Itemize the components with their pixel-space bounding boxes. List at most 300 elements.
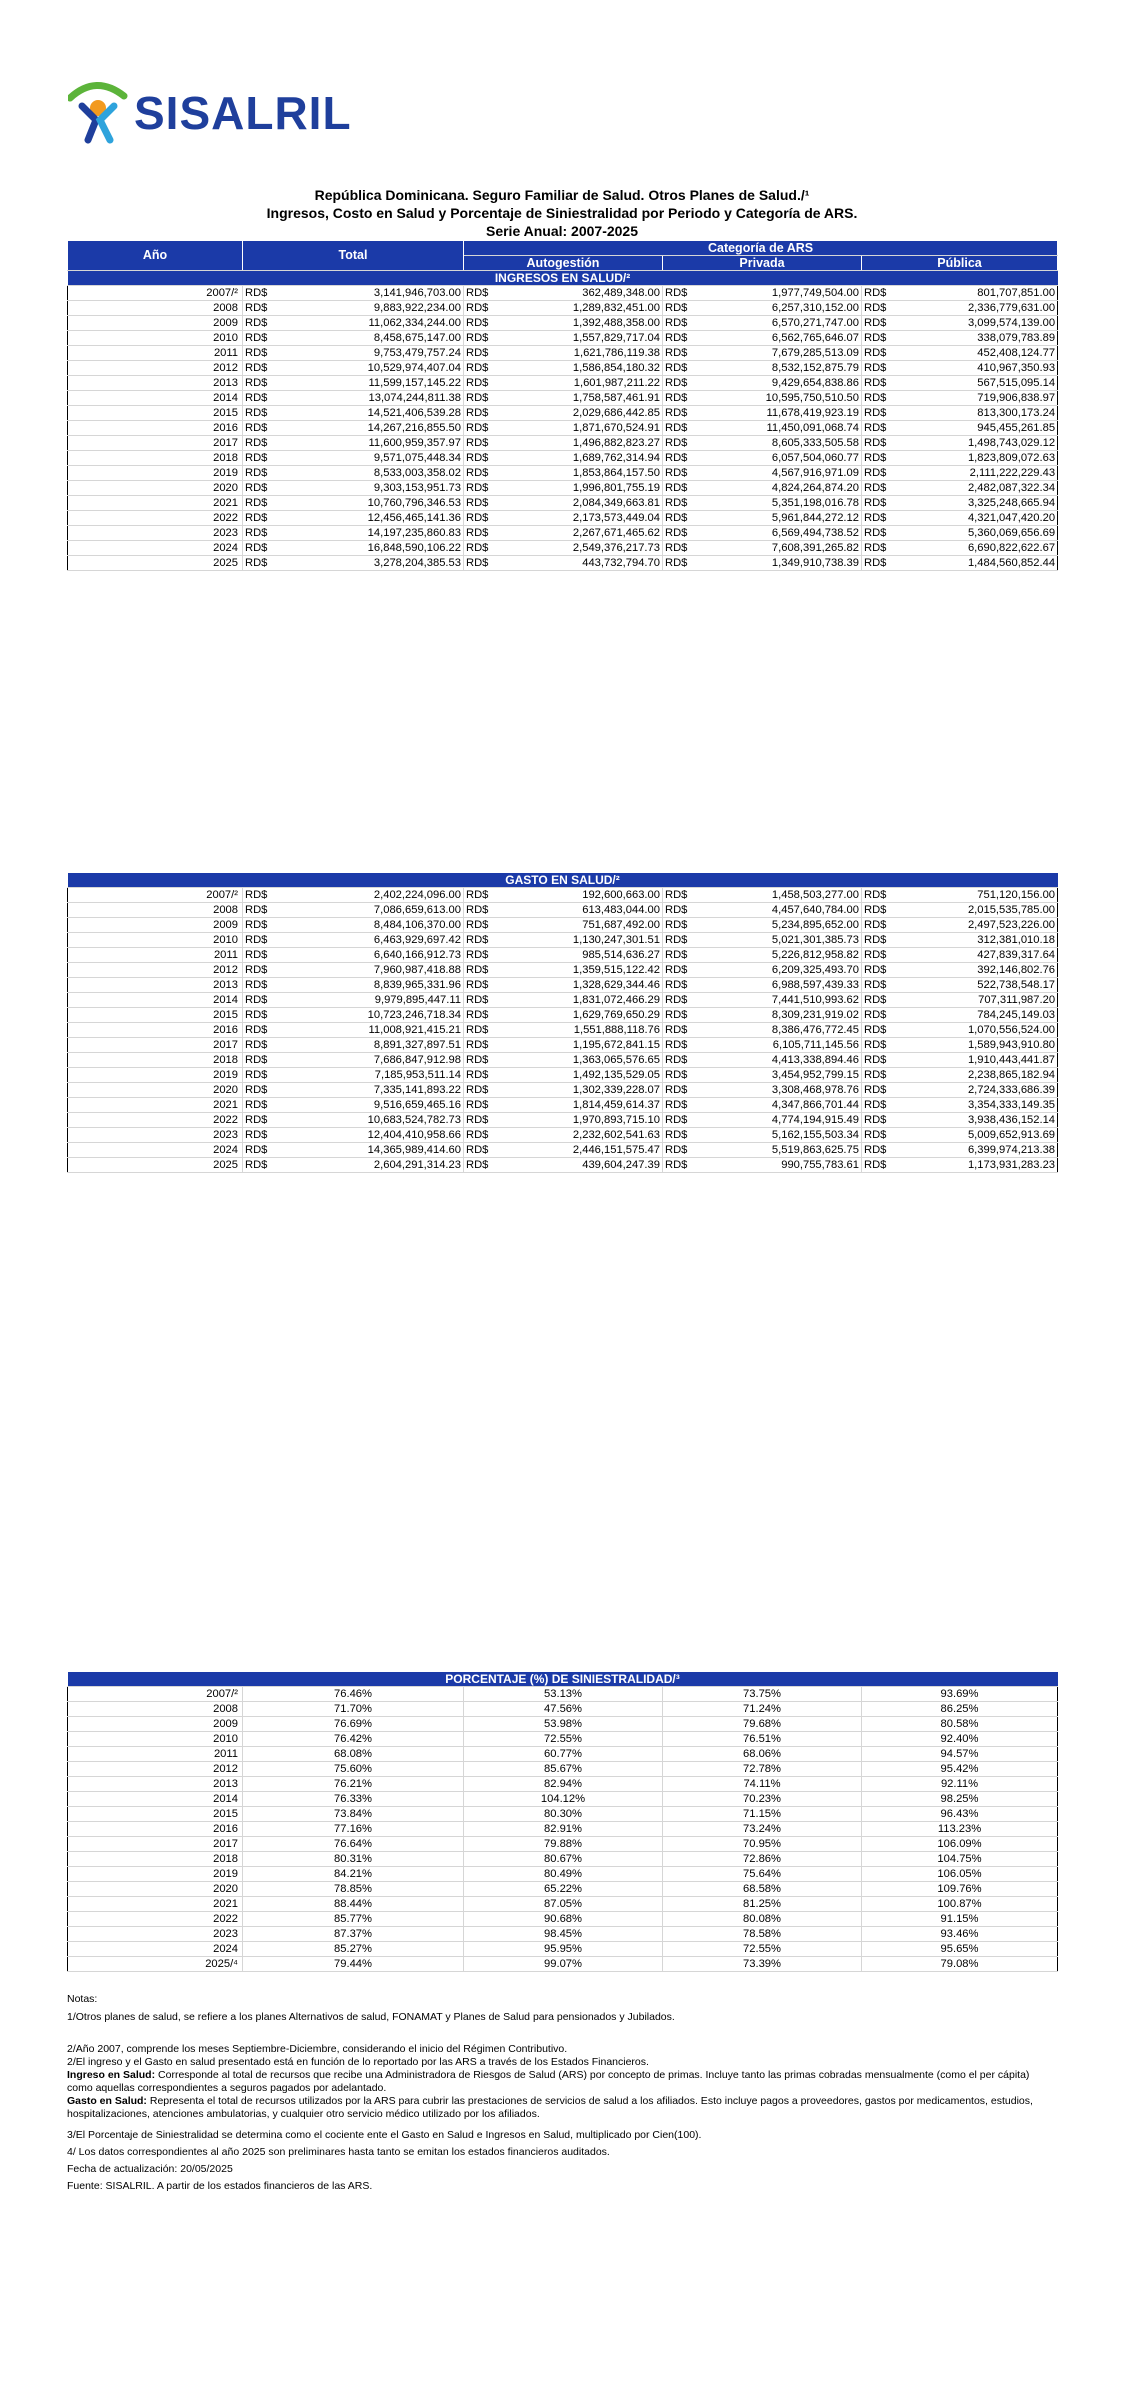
currency-cell: RD$	[862, 511, 897, 526]
year-cell: 2009	[68, 1717, 243, 1732]
amount-cell: 7,608,391,265.82	[698, 541, 862, 556]
currency-cell: RD$	[862, 903, 897, 918]
amount-cell: 1,689,762,314.94	[499, 451, 663, 466]
currency-cell: RD$	[464, 316, 499, 331]
year-cell: 2022	[68, 1912, 243, 1927]
amount-cell: 8,309,231,919.02	[698, 1008, 862, 1023]
currency-cell: RD$	[862, 978, 897, 993]
percent-cell: 70.23%	[663, 1792, 862, 1807]
currency-cell: RD$	[464, 541, 499, 556]
currency-cell: RD$	[862, 421, 897, 436]
amount-cell: 707,311,987.20	[897, 993, 1058, 1008]
percent-cell: 73.24%	[663, 1822, 862, 1837]
year-cell: 2015	[68, 406, 243, 421]
year-cell: 2020	[68, 1083, 243, 1098]
header-publica: Pública	[862, 256, 1058, 271]
amount-cell: 751,120,156.00	[897, 888, 1058, 903]
amount-cell: 6,569,494,738.52	[698, 526, 862, 541]
amount-cell: 2,084,349,663.81	[499, 496, 663, 511]
year-cell: 2014	[68, 391, 243, 406]
amount-cell: 8,386,476,772.45	[698, 1023, 862, 1038]
year-cell: 2016	[68, 1822, 243, 1837]
amount-cell: 2,015,535,785.00	[897, 903, 1058, 918]
table-row	[68, 1957, 1058, 1972]
year-cell: 2023	[68, 1927, 243, 1942]
percent-cell: 104.12%	[464, 1792, 663, 1807]
percent-cell: 96.43%	[862, 1807, 1058, 1822]
currency-cell: RD$	[663, 541, 698, 556]
percent-cell: 76.21%	[243, 1777, 464, 1792]
gasto-table	[67, 873, 1058, 1173]
year-cell: 2012	[68, 361, 243, 376]
percent-cell: 95.65%	[862, 1942, 1058, 1957]
amount-cell: 1,328,629,344.46	[499, 978, 663, 993]
percent-cell: 75.60%	[243, 1762, 464, 1777]
currency-cell: RD$	[243, 888, 278, 903]
currency-cell: RD$	[862, 1023, 897, 1038]
currency-cell: RD$	[663, 406, 698, 421]
table-row	[68, 1702, 1058, 1717]
currency-cell: RD$	[243, 316, 278, 331]
amount-cell: 14,521,406,539.28	[278, 406, 464, 421]
source: Fuente: SISALRIL. A partir de los estados financieros de las ARS.	[67, 2180, 373, 2192]
amount-cell: 7,185,953,511.14	[278, 1068, 464, 1083]
currency-cell: RD$	[243, 1068, 278, 1083]
currency-cell: RD$	[862, 1143, 897, 1158]
currency-cell: RD$	[243, 978, 278, 993]
amount-cell: 8,605,333,505.58	[698, 436, 862, 451]
percent-cell: 92.11%	[862, 1777, 1058, 1792]
table-row	[68, 1927, 1058, 1942]
percent-cell: 76.46%	[243, 1687, 464, 1702]
table-row	[68, 1143, 1058, 1158]
table-row	[68, 1942, 1058, 1957]
currency-cell: RD$	[243, 406, 278, 421]
amount-cell: 1,349,910,738.39	[698, 556, 862, 571]
currency-cell: RD$	[464, 421, 499, 436]
currency-cell: RD$	[862, 436, 897, 451]
amount-cell: 439,604,247.39	[499, 1158, 663, 1173]
currency-cell: RD$	[663, 1113, 698, 1128]
currency-cell: RD$	[862, 541, 897, 556]
table-row	[68, 451, 1058, 466]
currency-cell: RD$	[464, 1008, 499, 1023]
amount-cell: 6,988,597,439.33	[698, 978, 862, 993]
title-line-2: Ingresos, Costo en Salud y Porcentaje de Siniestralidad por Periodo y Categoría de ARS.	[266, 205, 858, 221]
amount-cell: 1,586,854,180.32	[499, 361, 663, 376]
amount-cell: 2,336,779,631.00	[897, 301, 1058, 316]
table-row	[68, 1098, 1058, 1113]
currency-cell: RD$	[243, 496, 278, 511]
currency-cell: RD$	[663, 421, 698, 436]
amount-cell: 3,325,248,665.94	[897, 496, 1058, 511]
year-cell: 2017	[68, 436, 243, 451]
currency-cell: RD$	[243, 556, 278, 571]
amount-cell: 985,514,636.27	[499, 948, 663, 963]
amount-cell: 2,267,671,465.62	[499, 526, 663, 541]
currency-cell: RD$	[243, 933, 278, 948]
table-row	[68, 1083, 1058, 1098]
year-cell: 2021	[68, 496, 243, 511]
currency-cell: RD$	[464, 1083, 499, 1098]
table-row	[68, 1852, 1058, 1867]
percent-cell: 76.51%	[663, 1732, 862, 1747]
amount-cell: 8,891,327,897.51	[278, 1038, 464, 1053]
table-row	[68, 1128, 1058, 1143]
amount-cell: 5,351,198,016.78	[698, 496, 862, 511]
note-2a: 2/Año 2007, comprende los meses Septiembre-Diciembre, considerando el inicio del Régimen Contributivo.	[67, 2043, 568, 2055]
amount-cell: 1,458,503,277.00	[698, 888, 862, 903]
percent-cell: 77.16%	[243, 1822, 464, 1837]
amount-cell: 1,977,749,504.00	[698, 286, 862, 301]
percent-cell: 71.70%	[243, 1702, 464, 1717]
amount-cell: 2,724,333,686.39	[897, 1083, 1058, 1098]
percent-cell: 93.46%	[862, 1927, 1058, 1942]
currency-cell: RD$	[862, 286, 897, 301]
amount-cell: 1,392,488,358.00	[499, 316, 663, 331]
amount-cell: 312,381,010.18	[897, 933, 1058, 948]
currency-cell: RD$	[464, 1128, 499, 1143]
amount-cell: 9,429,654,838.86	[698, 376, 862, 391]
amount-cell: 10,723,246,718.34	[278, 1008, 464, 1023]
currency-cell: RD$	[243, 466, 278, 481]
header-category: Categoría de ARS	[464, 241, 1058, 256]
percent-cell: 53.98%	[464, 1717, 663, 1732]
table-row	[68, 933, 1058, 948]
year-cell: 2007/²	[68, 888, 243, 903]
currency-cell: RD$	[862, 963, 897, 978]
percent-cell: 80.30%	[464, 1807, 663, 1822]
amount-cell: 7,960,987,418.88	[278, 963, 464, 978]
title-line-3: Serie Anual: 2007-2025	[485, 223, 638, 239]
year-cell: 2021	[68, 1098, 243, 1113]
amount-cell: 1,601,987,211.22	[499, 376, 663, 391]
amount-cell: 11,450,091,068.74	[698, 421, 862, 436]
currency-cell: RD$	[663, 481, 698, 496]
amount-cell: 801,707,851.00	[897, 286, 1058, 301]
amount-cell: 1,195,672,841.15	[499, 1038, 663, 1053]
section-title: PORCENTAJE (%) DE SINIESTRALIDAD/³	[68, 1672, 1058, 1687]
percent-cell: 72.55%	[464, 1732, 663, 1747]
currency-cell: RD$	[243, 526, 278, 541]
amount-cell: 12,456,465,141.36	[278, 511, 464, 526]
amount-cell: 4,774,194,915.49	[698, 1113, 862, 1128]
currency-cell: RD$	[464, 948, 499, 963]
currency-cell: RD$	[862, 526, 897, 541]
currency-cell: RD$	[663, 1083, 698, 1098]
currency-cell: RD$	[862, 556, 897, 571]
currency-cell: RD$	[663, 526, 698, 541]
amount-cell: 1,496,882,823.27	[499, 436, 663, 451]
currency-cell: RD$	[862, 391, 897, 406]
currency-cell: RD$	[464, 1113, 499, 1128]
currency-cell: RD$	[464, 451, 499, 466]
table-row	[68, 511, 1058, 526]
percent-cell: 73.84%	[243, 1807, 464, 1822]
year-cell: 2011	[68, 1747, 243, 1762]
amount-cell: 1,823,809,072.63	[897, 451, 1058, 466]
currency-cell: RD$	[663, 1038, 698, 1053]
percent-cell: 95.42%	[862, 1762, 1058, 1777]
currency-cell: RD$	[243, 286, 278, 301]
year-cell: 2024	[68, 1143, 243, 1158]
amount-cell: 362,489,348.00	[499, 286, 663, 301]
currency-cell: RD$	[243, 541, 278, 556]
table-row	[68, 1053, 1058, 1068]
notes-heading: Notas:	[67, 1993, 98, 2005]
amount-cell: 5,226,812,958.82	[698, 948, 862, 963]
currency-cell: RD$	[663, 286, 698, 301]
percent-cell: 99.07%	[464, 1957, 663, 1972]
currency-cell: RD$	[663, 1053, 698, 1068]
amount-cell: 9,883,922,234.00	[278, 301, 464, 316]
amount-cell: 10,529,974,407.04	[278, 361, 464, 376]
percent-cell: 79.44%	[243, 1957, 464, 1972]
percent-cell: 73.39%	[663, 1957, 862, 1972]
table-row	[68, 1807, 1058, 1822]
percent-cell: 84.21%	[243, 1867, 464, 1882]
percent-cell: 88.44%	[243, 1897, 464, 1912]
table-row	[68, 466, 1058, 481]
amount-cell: 11,599,157,145.22	[278, 376, 464, 391]
amount-cell: 784,245,149.03	[897, 1008, 1058, 1023]
amount-cell: 522,738,548.17	[897, 978, 1058, 993]
currency-cell: RD$	[243, 511, 278, 526]
percent-cell: 68.58%	[663, 1882, 862, 1897]
table-row	[68, 526, 1058, 541]
table-row	[68, 1732, 1058, 1747]
currency-cell: RD$	[663, 888, 698, 903]
year-cell: 2025/⁴	[68, 1957, 243, 1972]
table-row	[68, 948, 1058, 963]
year-cell: 2020	[68, 1882, 243, 1897]
currency-cell: RD$	[464, 286, 499, 301]
currency-cell: RD$	[243, 301, 278, 316]
amount-cell: 6,640,166,912.73	[278, 948, 464, 963]
year-cell: 2017	[68, 1837, 243, 1852]
currency-cell: RD$	[464, 993, 499, 1008]
amount-cell: 7,441,510,993.62	[698, 993, 862, 1008]
currency-cell: RD$	[464, 888, 499, 903]
amount-cell: 5,360,069,656.69	[897, 526, 1058, 541]
year-cell: 2010	[68, 1732, 243, 1747]
table-row	[68, 1158, 1058, 1173]
currency-cell: RD$	[464, 918, 499, 933]
table-row	[68, 963, 1058, 978]
table-row	[68, 1687, 1058, 1702]
amount-cell: 2,111,222,229.43	[897, 466, 1058, 481]
percent-cell: 80.67%	[464, 1852, 663, 1867]
currency-cell: RD$	[663, 1068, 698, 1083]
note-2c	[67, 2069, 1057, 2095]
percent-cell: 47.56%	[464, 1702, 663, 1717]
year-cell: 2024	[68, 541, 243, 556]
logo-text: SISALRIL	[134, 87, 352, 139]
amount-cell: 9,516,659,465.16	[278, 1098, 464, 1113]
amount-cell: 11,062,334,244.00	[278, 316, 464, 331]
table-row	[68, 1912, 1058, 1927]
table-row	[68, 1867, 1058, 1882]
table-row	[68, 556, 1058, 571]
table-row	[68, 1762, 1058, 1777]
amount-cell: 1,484,560,852.44	[897, 556, 1058, 571]
year-cell: 2016	[68, 1023, 243, 1038]
currency-cell: RD$	[243, 1023, 278, 1038]
notes	[67, 1993, 1057, 2193]
currency-cell: RD$	[663, 316, 698, 331]
amount-cell: 6,399,974,213.38	[897, 1143, 1058, 1158]
currency-cell: RD$	[862, 948, 897, 963]
currency-cell: RD$	[464, 1038, 499, 1053]
amount-cell: 1,629,769,650.29	[499, 1008, 663, 1023]
amount-cell: 11,678,419,923.19	[698, 406, 862, 421]
amount-cell: 1,557,829,717.04	[499, 331, 663, 346]
note-2c-label: Ingreso en Salud:	[67, 2069, 156, 2081]
note-3: 3/El Porcentaje de Siniestralidad se determina como el cociente ente el Gasto en Salud e Ingresos en Salud, multiplicado por Cien(100).	[67, 2129, 702, 2141]
currency-cell: RD$	[243, 1128, 278, 1143]
amount-cell: 5,021,301,385.73	[698, 933, 862, 948]
amount-cell: 1,621,786,119.38	[499, 346, 663, 361]
amount-cell: 410,967,350.93	[897, 361, 1058, 376]
percent-cell: 90.68%	[464, 1912, 663, 1927]
percent-cell: 72.86%	[663, 1852, 862, 1867]
year-cell: 2022	[68, 511, 243, 526]
amount-cell: 6,562,765,646.07	[698, 331, 862, 346]
percent-cell: 81.25%	[663, 1897, 862, 1912]
currency-cell: RD$	[862, 346, 897, 361]
currency-cell: RD$	[663, 301, 698, 316]
table-row	[68, 436, 1058, 451]
percent-cell: 92.40%	[862, 1732, 1058, 1747]
amount-cell: 6,257,310,152.00	[698, 301, 862, 316]
currency-cell: RD$	[243, 421, 278, 436]
amount-cell: 751,687,492.00	[499, 918, 663, 933]
currency-cell: RD$	[862, 993, 897, 1008]
percent-cell: 68.08%	[243, 1747, 464, 1762]
percent-cell: 75.64%	[663, 1867, 862, 1882]
currency-cell: RD$	[464, 361, 499, 376]
percent-cell: 87.37%	[243, 1927, 464, 1942]
amount-cell: 7,086,659,613.00	[278, 903, 464, 918]
year-cell: 2013	[68, 1777, 243, 1792]
amount-cell: 3,099,574,139.00	[897, 316, 1058, 331]
year-cell: 2015	[68, 1807, 243, 1822]
percent-cell: 94.57%	[862, 1747, 1058, 1762]
currency-cell: RD$	[464, 1023, 499, 1038]
amount-cell: 10,595,750,510.50	[698, 391, 862, 406]
amount-cell: 5,961,844,272.12	[698, 511, 862, 526]
amount-cell: 2,604,291,314.23	[278, 1158, 464, 1173]
amount-cell: 9,753,479,757.24	[278, 346, 464, 361]
table-row	[68, 1792, 1058, 1807]
percent-cell: 80.58%	[862, 1717, 1058, 1732]
currency-cell: RD$	[663, 361, 698, 376]
amount-cell: 13,074,244,811.38	[278, 391, 464, 406]
currency-cell: RD$	[663, 963, 698, 978]
amount-cell: 1,996,801,755.19	[499, 481, 663, 496]
currency-cell: RD$	[663, 331, 698, 346]
percent-cell: 80.08%	[663, 1912, 862, 1927]
currency-cell: RD$	[862, 451, 897, 466]
year-cell: 2007/²	[68, 286, 243, 301]
table-row	[68, 421, 1058, 436]
amount-cell: 2,446,151,575.47	[499, 1143, 663, 1158]
amount-cell: 10,683,524,782.73	[278, 1113, 464, 1128]
year-cell: 2007/²	[68, 1687, 243, 1702]
currency-cell: RD$	[663, 376, 698, 391]
year-cell: 2018	[68, 1852, 243, 1867]
amount-cell: 7,686,847,912.98	[278, 1053, 464, 1068]
currency-cell: RD$	[464, 1098, 499, 1113]
percent-cell: 113.23%	[862, 1822, 1058, 1837]
currency-cell: RD$	[862, 301, 897, 316]
table-row	[68, 1113, 1058, 1128]
currency-cell: RD$	[862, 1008, 897, 1023]
table-row	[68, 1717, 1058, 1732]
currency-cell: RD$	[663, 948, 698, 963]
currency-cell: RD$	[663, 436, 698, 451]
table-row	[68, 496, 1058, 511]
currency-cell: RD$	[464, 511, 499, 526]
percent-cell: 74.11%	[663, 1777, 862, 1792]
year-cell: 2015	[68, 1008, 243, 1023]
currency-cell: RD$	[464, 933, 499, 948]
amount-cell: 6,690,822,622.67	[897, 541, 1058, 556]
amount-cell: 1,130,247,301.51	[499, 933, 663, 948]
currency-cell: RD$	[243, 993, 278, 1008]
header-row	[68, 241, 1058, 256]
table-row	[68, 481, 1058, 496]
section-title: INGRESOS EN SALUD/²	[68, 271, 1058, 286]
amount-cell: 5,234,895,652.00	[698, 918, 862, 933]
percent-cell: 76.69%	[243, 1717, 464, 1732]
amount-cell: 8,484,106,370.00	[278, 918, 464, 933]
amount-cell: 1,363,065,576.65	[499, 1053, 663, 1068]
amount-cell: 567,515,095.14	[897, 376, 1058, 391]
amount-cell: 1,831,072,466.29	[499, 993, 663, 1008]
amount-cell: 192,600,663.00	[499, 888, 663, 903]
percent-cell: 68.06%	[663, 1747, 862, 1762]
percent-cell: 76.64%	[243, 1837, 464, 1852]
amount-cell: 392,146,802.76	[897, 963, 1058, 978]
table-row	[68, 918, 1058, 933]
year-cell: 2025	[68, 1158, 243, 1173]
amount-cell: 719,906,838.97	[897, 391, 1058, 406]
table-row	[68, 1068, 1058, 1083]
header-autogestion: Autogestión	[464, 256, 663, 271]
percent-cell: 73.75%	[663, 1687, 862, 1702]
percent-cell: 85.77%	[243, 1912, 464, 1927]
currency-cell: RD$	[243, 1158, 278, 1173]
currency-cell: RD$	[464, 346, 499, 361]
percent-cell: 93.69%	[862, 1687, 1058, 1702]
currency-cell: RD$	[862, 361, 897, 376]
percent-cell: 104.75%	[862, 1852, 1058, 1867]
logo-figure-icon	[68, 80, 132, 146]
amount-cell: 1,871,670,524.91	[499, 421, 663, 436]
currency-cell: RD$	[663, 496, 698, 511]
table-row	[68, 406, 1058, 421]
note-1: 1/Otros planes de salud, se refiere a los planes Alternativos de salud, FONAMAT y Planes de Salud para pensionados y Jubilados.	[67, 2011, 675, 2023]
note-2c-text: Corresponde al total de recursos que recibe una Administradora de Riesgos de Salud (ARS) por concepto de primas. Incluye tanto las primas cobradas mensualmente (como el per cápita) como aquellas correspondientes a seguros pagados por adelantado.	[67, 2069, 1030, 2094]
currency-cell: RD$	[663, 466, 698, 481]
currency-cell: RD$	[663, 391, 698, 406]
amount-cell: 2,232,602,541.63	[499, 1128, 663, 1143]
year-cell: 2019	[68, 1867, 243, 1882]
amount-cell: 1,910,443,441.87	[897, 1053, 1058, 1068]
year-cell: 2019	[68, 466, 243, 481]
year-cell: 2016	[68, 421, 243, 436]
